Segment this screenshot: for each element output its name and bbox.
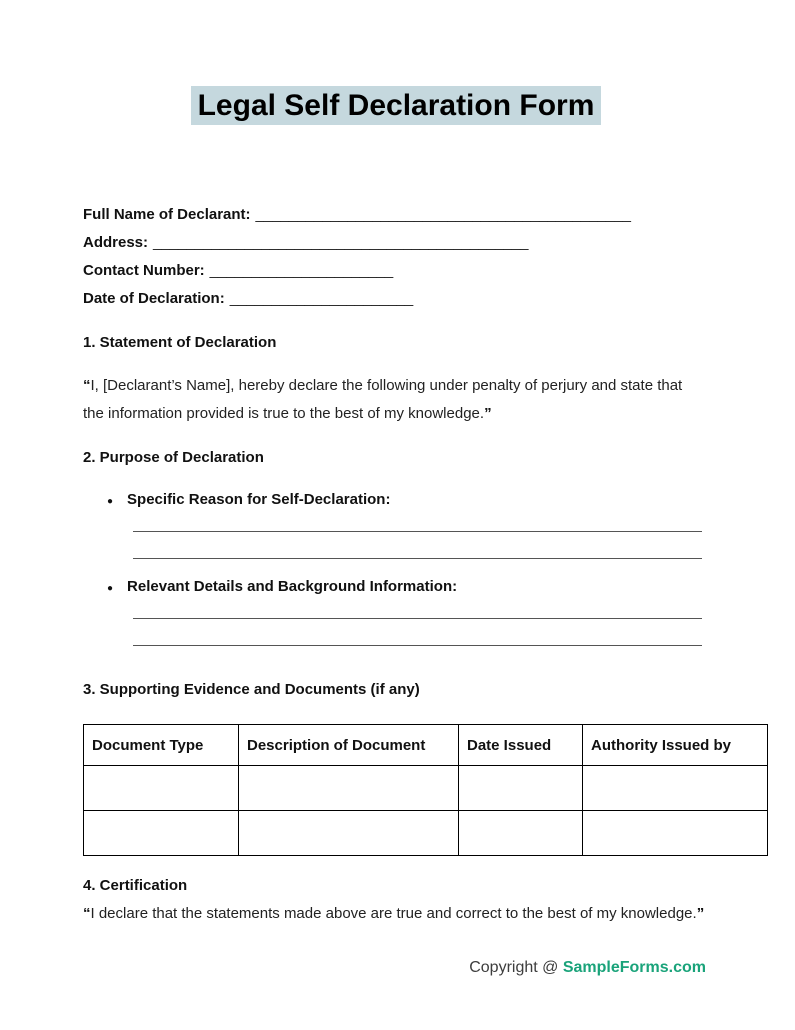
field-date-of-declaration-blank: ______________________ <box>229 290 414 307</box>
close-quote: ” <box>484 405 492 422</box>
brand-link[interactable]: SampleForms.com <box>562 959 706 976</box>
statement-paragraph <box>83 372 706 428</box>
document-content <box>83 201 732 980</box>
field-full-name-label: Full Name of Declarant: <box>83 206 251 223</box>
table-cell <box>583 766 768 811</box>
field-date-of-declaration-label: Date of Declaration: <box>83 290 225 307</box>
close-quote: ” <box>696 905 705 922</box>
table-cell <box>239 766 459 811</box>
blank-line <box>133 531 702 532</box>
bullet-icon: ● <box>107 583 114 594</box>
field-address <box>83 229 706 257</box>
bullet-row <box>107 573 706 603</box>
bullet-specific-reason-label: Specific Reason for Self-Declaration: <box>127 491 391 508</box>
table-row <box>84 766 768 811</box>
bullet-relevant-details-label: Relevant Details and Background Information: <box>127 578 458 595</box>
page-title-text: Legal Self Declaration Form <box>191 86 602 125</box>
section-4-heading: 4. Certification <box>83 877 188 894</box>
section-1-heading: 1. Statement of Declaration <box>83 334 277 351</box>
bullet-specific-reason <box>83 486 706 559</box>
field-full-name-blank: _____________________________________________ <box>255 206 631 223</box>
table-cell <box>84 766 239 811</box>
table-cell <box>459 766 583 811</box>
table-cell <box>84 811 239 856</box>
field-contact-number-blank: ______________________ <box>209 262 394 279</box>
statement-text: I, [Declarant’s Name], hereby declare the following under penalty of perjury and state that the information provided is true to the best of my knowledge. <box>83 377 683 422</box>
table-header-document-type: Document Type <box>84 725 239 766</box>
copyright-text: Copyright @ <box>469 959 559 976</box>
section-3-heading: 3. Supporting Evidence and Documents (if any) <box>83 681 420 698</box>
documents-table <box>83 724 768 856</box>
blank-line <box>133 645 702 646</box>
page-title <box>83 86 709 125</box>
certification-paragraph <box>83 900 706 928</box>
documents-table-head <box>84 725 768 766</box>
declarant-fields <box>83 201 706 313</box>
bullet-relevant-details <box>83 573 706 646</box>
bullet-icon: ● <box>107 496 114 507</box>
table-cell <box>583 811 768 856</box>
blank-line <box>133 618 702 619</box>
open-quote: “ <box>83 377 91 394</box>
table-cell <box>459 811 583 856</box>
field-date-of-declaration <box>83 285 706 313</box>
table-cell <box>239 811 459 856</box>
field-address-blank: _____________________________________________ <box>153 234 529 251</box>
certification-text: I declare that the statements made above are true and correct to the best of my knowledge. <box>90 905 697 922</box>
blank-line <box>133 558 702 559</box>
table-header-row <box>84 725 768 766</box>
field-contact-number-label: Contact Number: <box>83 262 205 279</box>
table-header-date-issued: Date Issued <box>459 725 583 766</box>
section-2-heading: 2. Purpose of Declaration <box>83 449 264 466</box>
documents-table-body <box>84 766 768 856</box>
field-contact-number <box>83 257 706 285</box>
field-address-label: Address: <box>83 234 149 251</box>
open-quote: “ <box>83 905 91 922</box>
field-full-name <box>83 201 706 229</box>
table-row <box>84 811 768 856</box>
table-header-authority: Authority Issued by <box>583 725 768 766</box>
bullet-row <box>107 486 706 516</box>
footer <box>83 956 706 980</box>
table-header-description: Description of Document <box>239 725 459 766</box>
